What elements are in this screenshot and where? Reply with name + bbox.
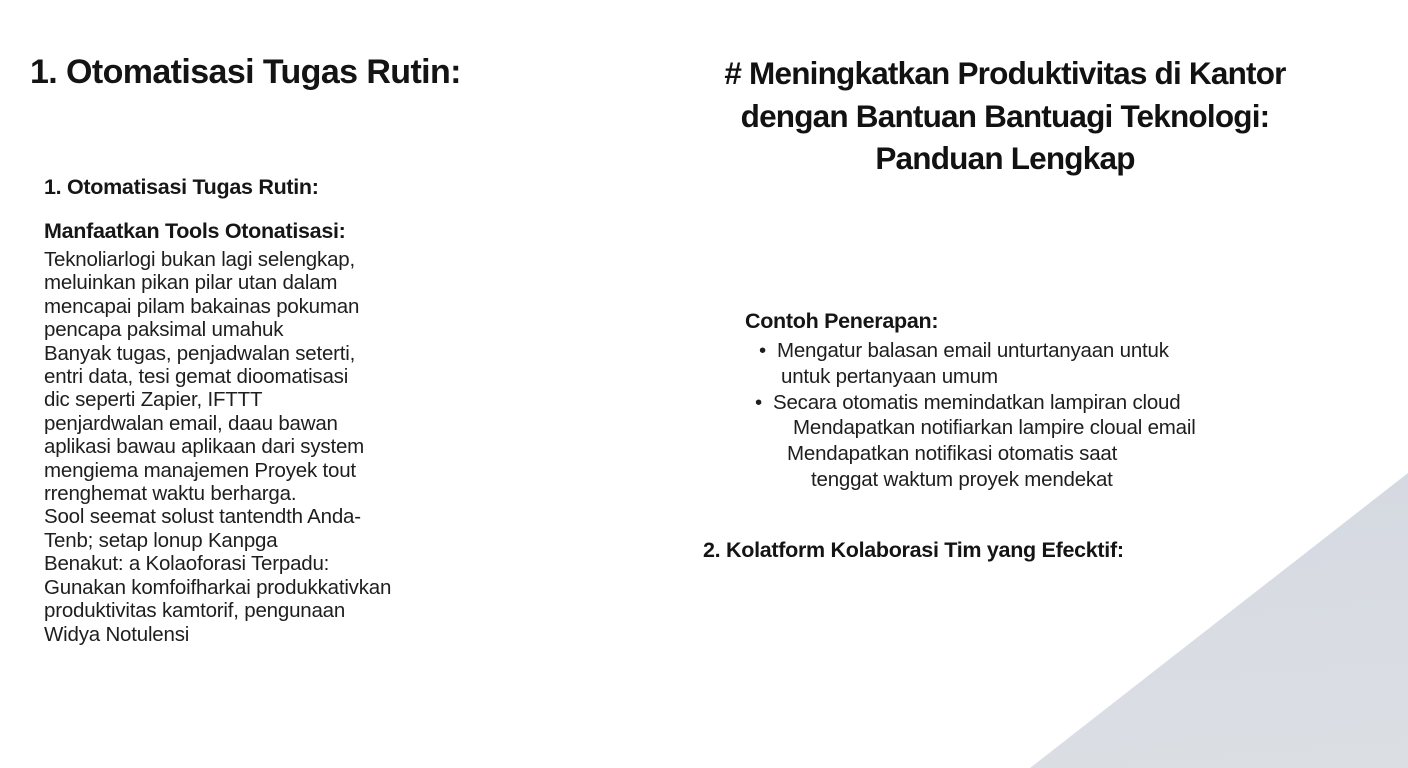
body-line: meluinkan pikan pilar utan dalam (44, 271, 338, 295)
body-line: rrenghemat waktu berharga. (44, 482, 297, 506)
example-line: Mendapatkan notifiarkan lampire cloual email (793, 416, 1196, 440)
body-line: entri data, tesi gemat dioomatisasi (44, 365, 349, 389)
body-line: Teknoliarlogi bukan lagi selengkap, (44, 248, 355, 271)
example-line: untuk pertanyaan umum (781, 364, 998, 388)
left-lead-heading: Manfaatkan Tools Otonatisasi: (44, 219, 346, 243)
example-line: • Secara otomatis memindatkan lampiran cloud (755, 390, 1181, 414)
corner-triangle-decoration (1030, 473, 1408, 768)
body-line: aplikasi bawau aplikaan dari system (44, 435, 365, 459)
body-line: produktivitas kamtorif, pengunaan (44, 599, 346, 623)
body-line: Tenb; setap lonup Kanpga (44, 528, 278, 552)
section-2-heading: 2. Kolatform Kolaborasi Tim yang Efecktif: (703, 538, 1124, 562)
body-line: Benakut: a Kolaoforasi Terpadu: (44, 552, 330, 576)
title-line: Panduan Lengkap (875, 140, 1135, 176)
examples-heading: Contoh Penerapan: (745, 309, 939, 333)
example-line: Mendapatkan notifikasi otomatis saat (787, 442, 1118, 466)
body-line: Gunakan komfoifharkai produkkativkan (44, 575, 392, 599)
body-line: penjardwalan email, daau bawan (44, 411, 338, 435)
example-line: tenggat waktum proyek mendekat (811, 467, 1113, 491)
body-line: Sool seemat solust tantendth Anda- (44, 505, 361, 529)
body-line: pencapa paksimal umahuk (44, 318, 284, 342)
left-section-heading: 1. Otomatisasi Tugas Rutin: (30, 53, 461, 91)
title-line: # Meningkatkan Produktivitas di Kantor (724, 55, 1286, 91)
example-line: • Mengatur balasan email unturtanyaan untuk (759, 339, 1169, 362)
body-line: mencapai pilam bakainas pokuman (44, 294, 360, 318)
body-line: dic seperti Zapier, IFTTT (44, 388, 263, 412)
left-subheading: 1. Otomatisasi Tugas Rutin: (44, 175, 319, 199)
document-title (648, 52, 1362, 180)
left-body-paragraph (44, 248, 474, 646)
body-line: mengiema manajemen Proyek tout (44, 458, 356, 482)
examples-list (745, 338, 1305, 493)
body-line: Widya Notulensi (44, 622, 190, 646)
title-line: dengan Bantuan Bantuagi Teknologi: (740, 97, 1270, 134)
body-line: Banyak tugas, penjadwalan seterti, (44, 341, 356, 365)
